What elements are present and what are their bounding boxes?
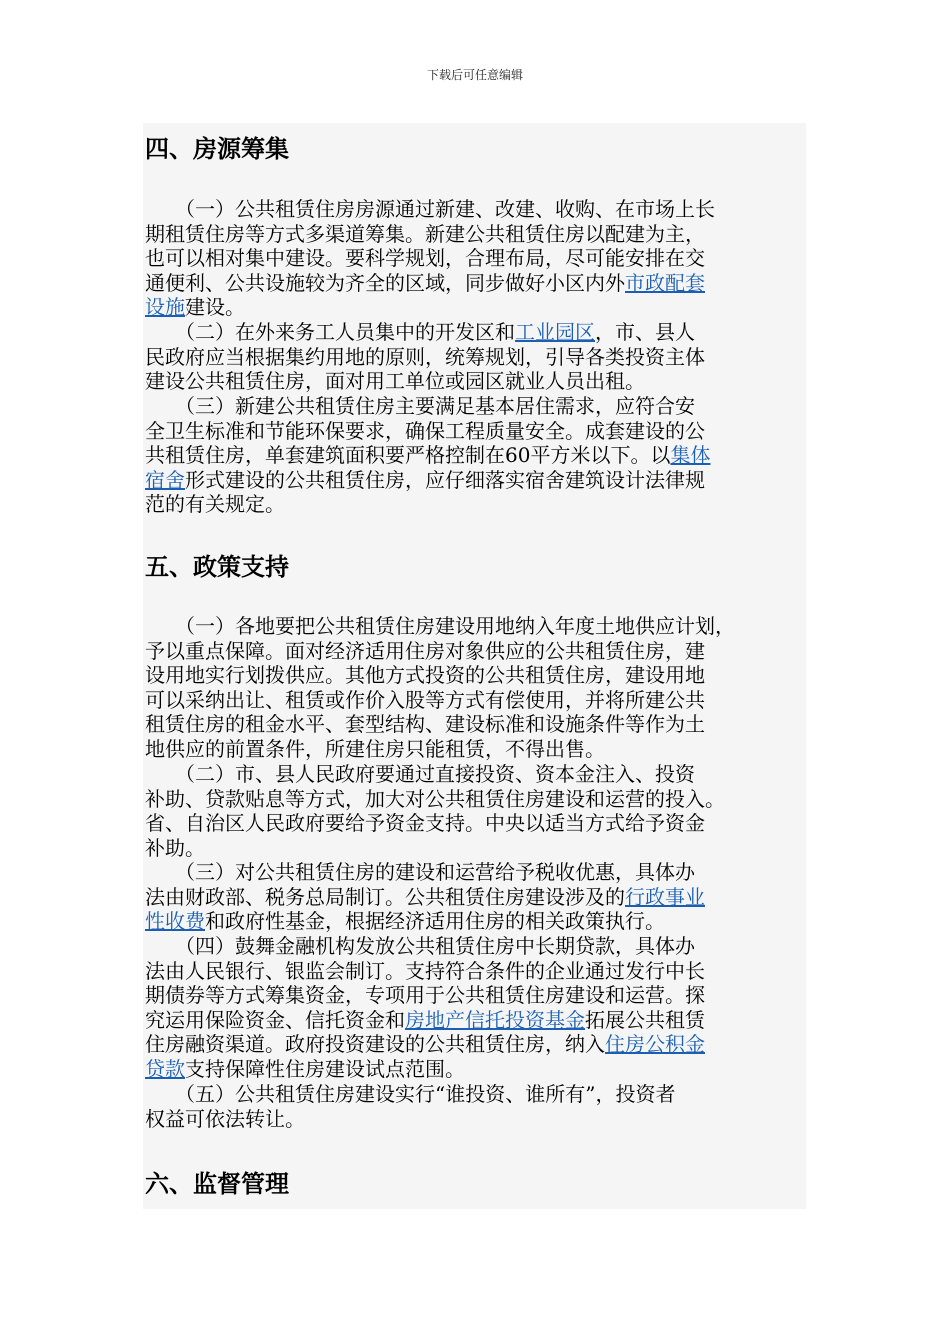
text-run: ，市、县人 [595,320,695,344]
text-line [145,345,805,370]
section-heading-5: 五、政策支持 [145,552,289,581]
text-line [145,712,805,737]
text-line [145,1008,805,1033]
hyperlink[interactable]: 工业园区 [515,320,595,344]
paragraph [145,197,805,320]
text-run: 补助。 [145,835,205,860]
section-heading-4: 四、房源筹集 [145,134,289,163]
text-run: （三）对公共租赁住房的建设和运营给予税收优惠，具体办 [145,860,695,884]
text-run: 补助、贷款贴息等方式，加大对公共租赁住房建设和运营的投入。 [145,786,725,811]
text-run: 设用地实行划拨供应。其他方式投资的公共租赁住房，建设用地 [145,663,705,688]
text-run: 共租赁住房，单套建筑面积要严格控制在60平方米以下。以 [145,443,671,468]
hyperlink[interactable]: 市政配套 [625,270,705,295]
text-run: 范的有关规定。 [145,492,285,517]
text-line [145,663,805,688]
text-run: 建设。 [185,295,245,320]
text-run: （五）公共租赁住房建设实行“谁投资、谁所有”，投资者 [145,1082,676,1106]
text-line [145,983,805,1008]
section-heading-6: 六、监督管理 [145,1169,289,1198]
text-run: 可以采纳出让、租赁或作价入股等方式有偿使用，并将所建公共 [145,687,705,712]
text-run: 也可以相对集中建设。要科学规划，合理布局，尽可能安排在交 [145,246,705,271]
hyperlink[interactable]: 行政事业 [625,884,705,909]
text-line [145,614,805,639]
text-run: （四）鼓舞金融机构发放公共租赁住房中长期贷款，具体办 [145,934,695,958]
text-line [145,443,805,468]
text-line [145,811,805,836]
paragraph [145,320,805,394]
text-line [145,959,805,984]
text-line [145,222,805,247]
text-line [145,688,805,713]
paragraph [145,934,805,1082]
hyperlink[interactable]: 集体 [670,443,711,468]
text-line [145,369,805,394]
text-line [145,909,805,934]
text-line [145,197,805,222]
text-run: 住房融资渠道。政府投资建设的公共租赁住房，纳入 [145,1032,605,1057]
text-line [145,762,805,787]
text-line [145,934,805,959]
text-run: （二）市、县人民政府要通过直接投资、资本金注入、投资 [145,762,695,786]
paragraph [145,860,805,934]
text-line [145,1032,805,1057]
text-line [145,320,805,345]
hyperlink[interactable]: 房地产信托投资基金 [405,1007,585,1032]
text-run: 租赁住房的租金水平、套型结构、建设标准和设施条件等作为土 [145,712,705,737]
text-run: 形式建设的公共租赁住房，应仔细落实宿舍建筑设计法律规 [185,467,705,492]
text-run: 期租赁住房等方式多渠道筹集。新建公共租赁住房以配建为主， [145,221,705,246]
text-run: 拓展公共租赁 [585,1007,705,1032]
text-run: 支持保障性住房建设试点范围。 [185,1056,465,1081]
text-run: （一）各地要把公共租赁住房建设用地纳入年度土地供应计划， [145,614,735,638]
text-run: 通便利、公共设施较为齐全的区域，同步做好小区内外 [145,270,625,295]
text-line [145,737,805,762]
text-line [145,295,805,320]
text-run: （三）新建公共租赁住房主要满足基本居住需求，应符合安 [145,394,695,418]
hyperlink[interactable]: 宿舍 [145,467,185,492]
text-run: 法由人民银行、银监会制订。支持符合条件的企业通过发行中长 [145,958,705,983]
text-run: 民政府应当根据集约用地的原则，统筹规划，引导各类投资主体 [145,344,705,369]
text-line [145,860,805,885]
text-line [145,468,805,493]
text-line [145,394,805,419]
text-line [145,246,805,271]
text-run: （一）公共租赁住房房源通过新建、改建、收购、在市场上长 [145,197,715,221]
hyperlink[interactable]: 住房公积金 [605,1032,705,1057]
text-run: 建设公共租赁住房，面对用工单位或园区就业人员出租。 [145,369,645,394]
text-line [145,492,805,517]
text-line [145,1107,805,1132]
text-run: （二）在外来务工人员集中的开发区和 [145,320,515,344]
paragraph [145,394,805,517]
text-line [145,885,805,910]
text-line [145,836,805,861]
paragraph [145,762,805,860]
header-note: 下载后可任意编辑 [426,68,523,82]
hyperlink[interactable]: 设施 [145,295,185,320]
text-run: 和政府性基金，根据经济适用住房的相关政策执行。 [205,909,665,934]
text-line [145,1082,805,1107]
text-line [145,271,805,296]
hyperlink[interactable]: 性收费 [145,909,205,934]
text-run: 权益可依法转让。 [145,1106,305,1131]
text-line [145,787,805,812]
text-run: 全卫生标准和节能环保要求，确保工程质量安全。成套建设的公 [145,418,705,443]
text-line [145,639,805,664]
paragraph [145,614,805,762]
text-run: 期债券等方式筹集资金，专项用于公共租赁住房建设和运营。探 [145,983,705,1008]
hyperlink[interactable]: 贷款 [145,1056,185,1081]
paragraph [145,1082,805,1131]
text-run: 究运用保险资金、信托资金和 [145,1007,405,1032]
text-run: 法由财政部、税务总局制订。公共租赁住房建设涉及的 [145,884,625,909]
text-run: 予以重点保障。面对经济适用住房对象供应的公共租赁住房，建 [145,638,705,663]
text-run: 地供应的前置条件，所建住房只能租赁，不得出售。 [145,736,605,761]
text-run: 省、自治区人民政府要给予资金支持。中央以适当方式给予资金 [145,811,705,836]
text-line [145,1057,805,1082]
text-line [145,419,805,444]
